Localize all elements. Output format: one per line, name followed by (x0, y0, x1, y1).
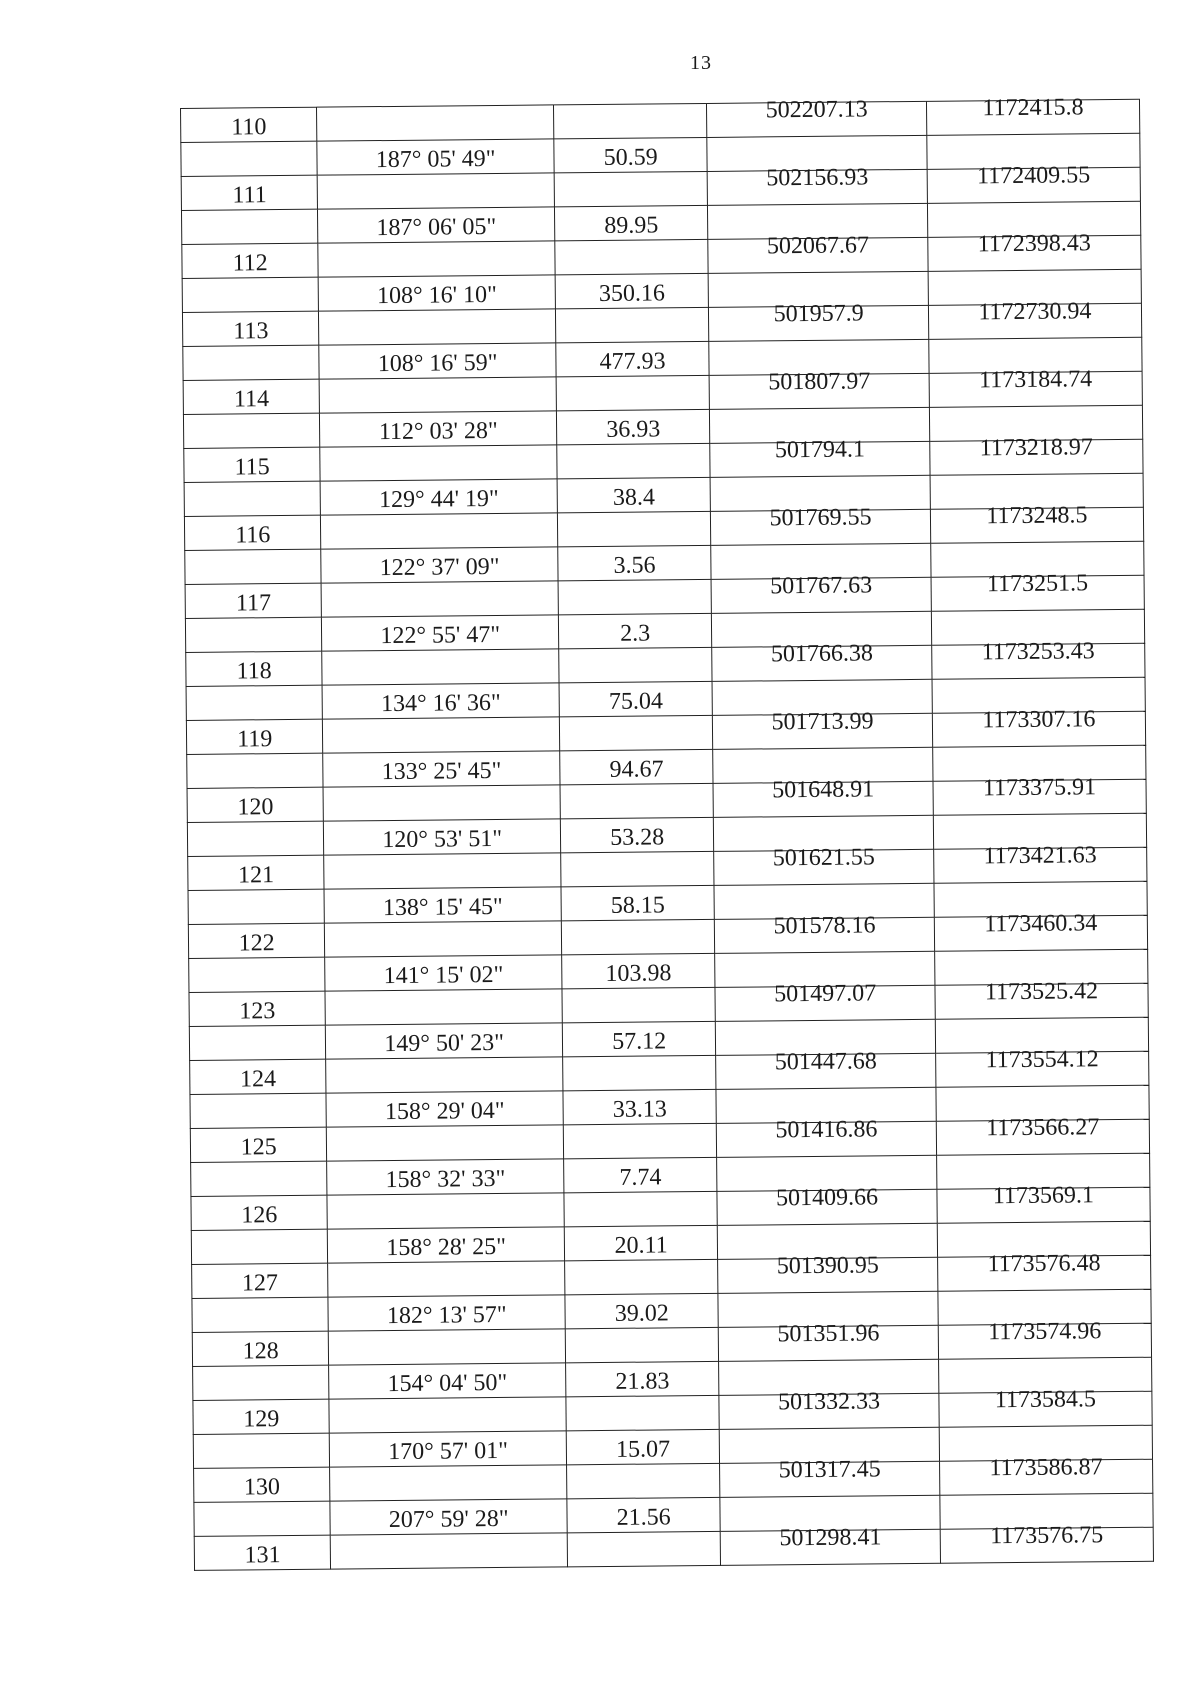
distance-cell (565, 1293, 719, 1328)
distance-cell-empty (557, 443, 711, 478)
northing-text: 1172730.94 (978, 298, 1092, 326)
easting-text: 501713.99 (771, 708, 874, 736)
point-number-text: 117 (235, 590, 272, 617)
easting-cell (709, 300, 929, 341)
distance-text: 53.28 (610, 824, 665, 851)
distance-cell-empty (561, 851, 715, 886)
northing-cell (928, 230, 1141, 271)
bearing-text: 129° 44' 19" (378, 485, 499, 514)
northing-text: 1173218.97 (979, 434, 1093, 462)
northing-cell (930, 434, 1143, 475)
point-number-cell (181, 175, 318, 210)
bearing-cell (322, 683, 559, 719)
point-number-cell (184, 515, 321, 550)
distance-cell-empty (563, 1123, 717, 1158)
distance-cell-empty (566, 1395, 720, 1430)
distance-cell (554, 137, 708, 172)
bearing-cell-empty (320, 445, 557, 481)
easting-cell (713, 708, 933, 749)
bearing-text: 187° 05' 49" (375, 145, 496, 174)
easting-text: 501648.91 (772, 776, 875, 804)
easting-text: 501769.55 (769, 504, 872, 532)
distance-cell (564, 1157, 718, 1192)
bearing-cell-empty (329, 1397, 566, 1433)
bearing-cell (328, 1227, 565, 1263)
point-number-cell (188, 923, 325, 958)
bearing-cell-empty (323, 785, 560, 821)
distance-text: 57.12 (612, 1028, 667, 1055)
bearing-cell-empty (326, 1057, 563, 1093)
bearing-text: 120° 53' 51" (382, 825, 503, 854)
distance-cell-empty (565, 1259, 719, 1294)
point-cell-empty (185, 549, 322, 584)
bearing-cell (328, 1295, 565, 1331)
point-cell-empty (183, 413, 320, 448)
distance-cell-empty (558, 579, 712, 614)
northing-text: 1173569.1 (992, 1182, 1095, 1210)
point-number-cell (183, 379, 320, 414)
point-cell-empty (187, 753, 324, 788)
bearing-cell (330, 1431, 567, 1467)
bearing-text: 108° 16' 59" (377, 349, 498, 378)
point-number-cell (188, 855, 325, 890)
distance-text: 3.56 (613, 552, 656, 579)
bearing-cell-empty (327, 1125, 564, 1161)
bearing-cell (320, 411, 557, 447)
distance-cell-empty (565, 1327, 719, 1362)
point-cell-empty (184, 481, 321, 516)
bearing-cell-empty (322, 649, 559, 685)
easting-text: 502207.13 (765, 96, 868, 124)
bearing-cell-empty (318, 241, 555, 277)
northing-text: 1173253.43 (981, 638, 1095, 666)
distance-text: 94.67 (609, 756, 664, 783)
distance-text: 36.93 (606, 416, 661, 443)
bearing-text: 122° 37' 09" (379, 553, 500, 582)
easting-cell (719, 1388, 939, 1429)
easting-text: 502156.93 (766, 164, 869, 192)
bearing-cell (329, 1363, 566, 1399)
bearing-cell (326, 1091, 563, 1127)
distance-cell-empty (553, 103, 707, 138)
point-number-cell (182, 311, 319, 346)
northing-text: 1172415.8 (982, 94, 1084, 122)
bearing-cell (322, 615, 559, 651)
distance-cell-empty (564, 1191, 718, 1226)
distance-cell (554, 205, 708, 240)
point-number-text: 120 (237, 794, 274, 821)
easting-text: 501621.55 (772, 844, 875, 872)
easting-cell (718, 1252, 938, 1293)
northing-cell (926, 94, 1139, 135)
easting-cell (720, 1456, 940, 1497)
easting-cell (714, 844, 934, 885)
point-number-text: 118 (236, 658, 272, 685)
point-cell-empty (189, 1025, 326, 1060)
point-number-text: 119 (237, 726, 273, 753)
bearing-text: 141° 15' 02" (383, 961, 504, 990)
point-cell-empty (190, 1093, 327, 1128)
northing-cell (932, 638, 1145, 679)
easting-cell (708, 164, 928, 205)
easting-text: 501794.1 (774, 436, 866, 464)
point-number-text: 125 (240, 1134, 277, 1161)
easting-cell (717, 1116, 937, 1157)
distance-text: 350.16 (598, 280, 666, 307)
distance-text: 477.93 (599, 348, 666, 375)
distance-text: 21.56 (616, 1504, 671, 1531)
bearing-cell-empty (323, 717, 560, 753)
bearing-text: 112° 03' 28" (378, 417, 498, 446)
bearing-text: 158° 29' 04" (384, 1097, 505, 1126)
bearing-cell-empty (318, 173, 555, 209)
easting-text: 501298.41 (779, 1524, 882, 1552)
point-number-text: 131 (244, 1542, 281, 1569)
distance-cell (566, 1429, 720, 1464)
northing-cell (933, 774, 1146, 815)
bearing-text: 170° 57' 01" (388, 1437, 509, 1466)
northing-text: 1173184.74 (978, 366, 1093, 394)
easting-text: 501332.33 (777, 1388, 881, 1416)
point-number-cell (186, 651, 323, 686)
bearing-cell-empty (325, 921, 562, 957)
point-number-cell (192, 1263, 329, 1298)
bearing-cell (318, 207, 555, 243)
easting-text: 501409.66 (775, 1184, 879, 1212)
point-number-text: 122 (238, 930, 275, 957)
northing-cell (939, 1454, 1152, 1495)
bearing-text: 134° 16' 36" (380, 689, 501, 718)
point-number-text: 112 (232, 250, 268, 277)
bearing-text: 182° 13' 57" (386, 1301, 507, 1330)
point-number-text: 126 (241, 1202, 278, 1229)
distance-cell (561, 885, 715, 920)
point-number-text: 116 (235, 522, 271, 549)
northing-text: 1173586.87 (989, 1454, 1103, 1482)
distance-cell-empty (566, 1463, 720, 1498)
point-number-cell (181, 107, 318, 142)
easting-text: 501807.97 (768, 368, 871, 396)
bearing-cell (324, 819, 561, 855)
distance-text: 7.74 (619, 1164, 662, 1191)
point-number-cell (189, 991, 326, 1026)
point-number-cell (190, 1059, 327, 1094)
distance-cell-empty (554, 171, 708, 206)
bearing-cell-empty (331, 1533, 568, 1569)
bearing-cell-empty (328, 1261, 565, 1297)
bearing-cell-empty (324, 853, 561, 889)
bearing-cell (323, 751, 560, 787)
point-number-text: 130 (243, 1474, 281, 1501)
distance-cell (558, 613, 712, 648)
distance-cell (562, 953, 716, 988)
distance-cell (560, 749, 714, 784)
distance-cell-empty (561, 919, 715, 954)
northing-text: 1173525.42 (984, 978, 1099, 1006)
distance-text: 15.07 (615, 1436, 671, 1463)
easting-cell (708, 232, 928, 273)
point-cell-empty (193, 1365, 330, 1400)
easting-cell (721, 1524, 941, 1565)
easting-cell (707, 96, 927, 137)
easting-cell (710, 436, 930, 477)
point-number-text: 124 (239, 1066, 277, 1093)
northing-text: 1173251.5 (986, 570, 1089, 598)
point-cell-empty (186, 685, 323, 720)
northing-text: 1173248.5 (986, 502, 1088, 530)
distance-cell (557, 477, 711, 512)
point-number-text: 111 (232, 182, 267, 209)
northing-cell (940, 1522, 1153, 1563)
point-number-cell (193, 1399, 330, 1434)
point-cell-empty (183, 345, 320, 380)
northing-cell (932, 706, 1145, 747)
point-cell-empty (182, 277, 319, 312)
easting-text: 501416.86 (775, 1116, 878, 1144)
point-cell-empty (192, 1297, 329, 1332)
distance-cell (562, 1021, 716, 1056)
distance-text: 75.04 (608, 688, 663, 715)
bearing-cell-empty (330, 1465, 567, 1501)
point-number-text: 121 (237, 862, 275, 889)
page-number: 13 (690, 52, 712, 74)
northing-text: 1172409.55 (976, 162, 1091, 190)
northing-cell (934, 910, 1147, 951)
bearing-text: 133° 25' 45" (381, 757, 502, 786)
bearing-text: 122° 55' 47" (380, 621, 501, 650)
northing-text: 1173566.27 (986, 1114, 1100, 1142)
bearing-text: 154° 04' 50" (387, 1369, 508, 1398)
northing-text: 1173460.34 (984, 910, 1098, 938)
point-cell-empty (181, 141, 318, 176)
point-number-text: 129 (243, 1406, 280, 1433)
easting-text: 501390.95 (776, 1252, 879, 1280)
distance-text: 20.11 (614, 1232, 668, 1259)
point-number-text: 110 (231, 114, 267, 141)
point-cell-empty (187, 821, 324, 856)
distance-cell-empty (567, 1531, 721, 1566)
point-number-text: 114 (233, 386, 270, 413)
northing-cell (934, 842, 1147, 883)
distance-cell-empty (559, 647, 713, 682)
northing-text: 1173576.48 (987, 1250, 1101, 1278)
point-number-text: 128 (242, 1338, 279, 1365)
bearing-text: 158° 28' 25" (386, 1233, 507, 1262)
northing-text: 1173375.91 (982, 774, 1097, 802)
distance-cell (566, 1361, 720, 1396)
bearing-text: 207° 59' 28" (388, 1505, 509, 1534)
distance-cell (560, 817, 714, 852)
easting-text: 501578.16 (773, 912, 876, 940)
northing-text: 1173584.5 (994, 1386, 1097, 1414)
bearing-text: 149° 50' 23" (384, 1029, 505, 1058)
point-number-cell (184, 447, 321, 482)
easting-text: 501351.96 (777, 1320, 880, 1348)
point-number-text: 115 (234, 454, 270, 481)
bearing-text: 158° 32' 33" (385, 1165, 506, 1194)
bearing-cell (319, 275, 556, 311)
point-cell-empty (189, 957, 326, 992)
distance-cell (556, 341, 710, 376)
distance-cell-empty (556, 375, 710, 410)
point-number-cell (191, 1195, 328, 1230)
northing-text: 1173307.16 (982, 706, 1096, 734)
northing-text: 1173574.96 (988, 1318, 1102, 1346)
distance-cell-empty (555, 307, 709, 342)
northing-cell (939, 1386, 1152, 1427)
bearing-cell-empty (321, 513, 558, 549)
bearing-cell (330, 1499, 567, 1535)
easting-text: 501317.45 (778, 1456, 881, 1484)
northing-cell (930, 502, 1143, 543)
easting-cell (709, 368, 929, 409)
point-number-cell (194, 1467, 331, 1502)
bearing-cell (327, 1159, 564, 1195)
distance-text: 50.59 (603, 144, 658, 171)
distance-cell-empty (560, 783, 714, 818)
bearing-cell (326, 1023, 563, 1059)
bearing-cell (320, 479, 557, 515)
bearing-cell (319, 343, 556, 379)
distance-cell-empty (559, 715, 713, 750)
distance-cell (555, 273, 709, 308)
point-number-cell (190, 1127, 327, 1162)
point-number-cell (192, 1331, 329, 1366)
easting-cell (711, 572, 931, 613)
distance-cell-empty (555, 239, 709, 274)
distance-text: 39.02 (614, 1300, 669, 1327)
northing-cell (936, 1114, 1149, 1155)
bearing-cell-empty (321, 581, 558, 617)
easting-text: 501497.07 (774, 980, 877, 1008)
point-cell-empty (193, 1433, 330, 1468)
bearing-cell (325, 955, 562, 991)
distance-cell (563, 1089, 717, 1124)
point-cell-empty (181, 209, 318, 244)
distance-text: 2.3 (620, 620, 651, 647)
distance-cell (556, 409, 710, 444)
point-cell-empty (194, 1501, 331, 1536)
easting-text: 501447.68 (774, 1048, 877, 1076)
northing-cell (935, 1046, 1148, 1087)
northing-cell (935, 978, 1148, 1019)
easting-cell (715, 912, 935, 953)
distance-text: 38.4 (612, 484, 656, 511)
point-number-cell (182, 243, 319, 278)
coordinate-table-body (181, 94, 1154, 1570)
distance-text: 58.15 (610, 892, 665, 919)
easting-cell (711, 504, 931, 545)
distance-cell (558, 545, 712, 580)
distance-text: 33.13 (612, 1096, 667, 1123)
distance-cell (559, 681, 713, 716)
point-cell-empty (185, 617, 322, 652)
bearing-text: 138° 15' 45" (382, 893, 503, 922)
bearing-text: 187° 06' 05" (376, 213, 497, 242)
bearing-cell-empty (319, 309, 556, 345)
northing-cell (937, 1182, 1150, 1223)
point-number-cell (185, 583, 322, 618)
northing-text: 1173421.63 (983, 842, 1097, 870)
distance-cell (567, 1497, 721, 1532)
northing-cell (938, 1318, 1151, 1359)
point-number-cell (187, 787, 324, 822)
northing-cell (928, 298, 1141, 339)
point-number-cell (194, 1535, 331, 1570)
northing-cell (927, 162, 1140, 203)
easting-cell (715, 980, 935, 1021)
easting-text: 502067.67 (766, 232, 870, 260)
easting-cell (717, 1184, 937, 1225)
easting-text: 501957.9 (773, 300, 864, 328)
northing-text: 1173576.75 (989, 1522, 1104, 1550)
point-cell-empty (191, 1161, 328, 1196)
bearing-cell-empty (320, 377, 557, 413)
easting-cell (719, 1320, 939, 1361)
distance-cell-empty (563, 1055, 717, 1090)
bearing-cell (324, 887, 561, 923)
coordinate-table (180, 94, 1154, 1571)
bearing-cell-empty (325, 989, 562, 1025)
bearing-cell (321, 547, 558, 583)
easting-text: 501767.63 (770, 572, 873, 600)
bearing-cell-empty (329, 1329, 566, 1365)
point-number-text: 127 (241, 1270, 279, 1297)
easting-cell (712, 640, 932, 681)
distance-cell (564, 1225, 718, 1260)
distance-text: 21.83 (615, 1368, 670, 1395)
point-number-text: 113 (233, 318, 269, 345)
northing-cell (929, 366, 1142, 407)
bearing-cell-empty (327, 1193, 564, 1229)
northing-cell (937, 1250, 1150, 1291)
northing-text: 1172398.43 (977, 230, 1091, 258)
bearing-text: 108° 16' 10" (376, 281, 497, 310)
easting-cell (713, 776, 933, 817)
point-cell-empty (191, 1229, 328, 1264)
easting-text: 501766.38 (770, 640, 874, 668)
distance-text: 89.95 (604, 212, 659, 239)
easting-cell (716, 1048, 936, 1089)
point-number-text: 123 (239, 998, 276, 1025)
northing-cell (931, 570, 1144, 611)
distance-cell-empty (557, 511, 711, 546)
bearing-cell (317, 139, 554, 175)
northing-text: 1173554.12 (985, 1046, 1099, 1074)
distance-text: 103.98 (605, 960, 672, 987)
point-number-cell (186, 719, 323, 754)
bearing-cell-empty (317, 105, 554, 141)
distance-cell-empty (562, 987, 716, 1022)
point-cell-empty (188, 889, 325, 924)
